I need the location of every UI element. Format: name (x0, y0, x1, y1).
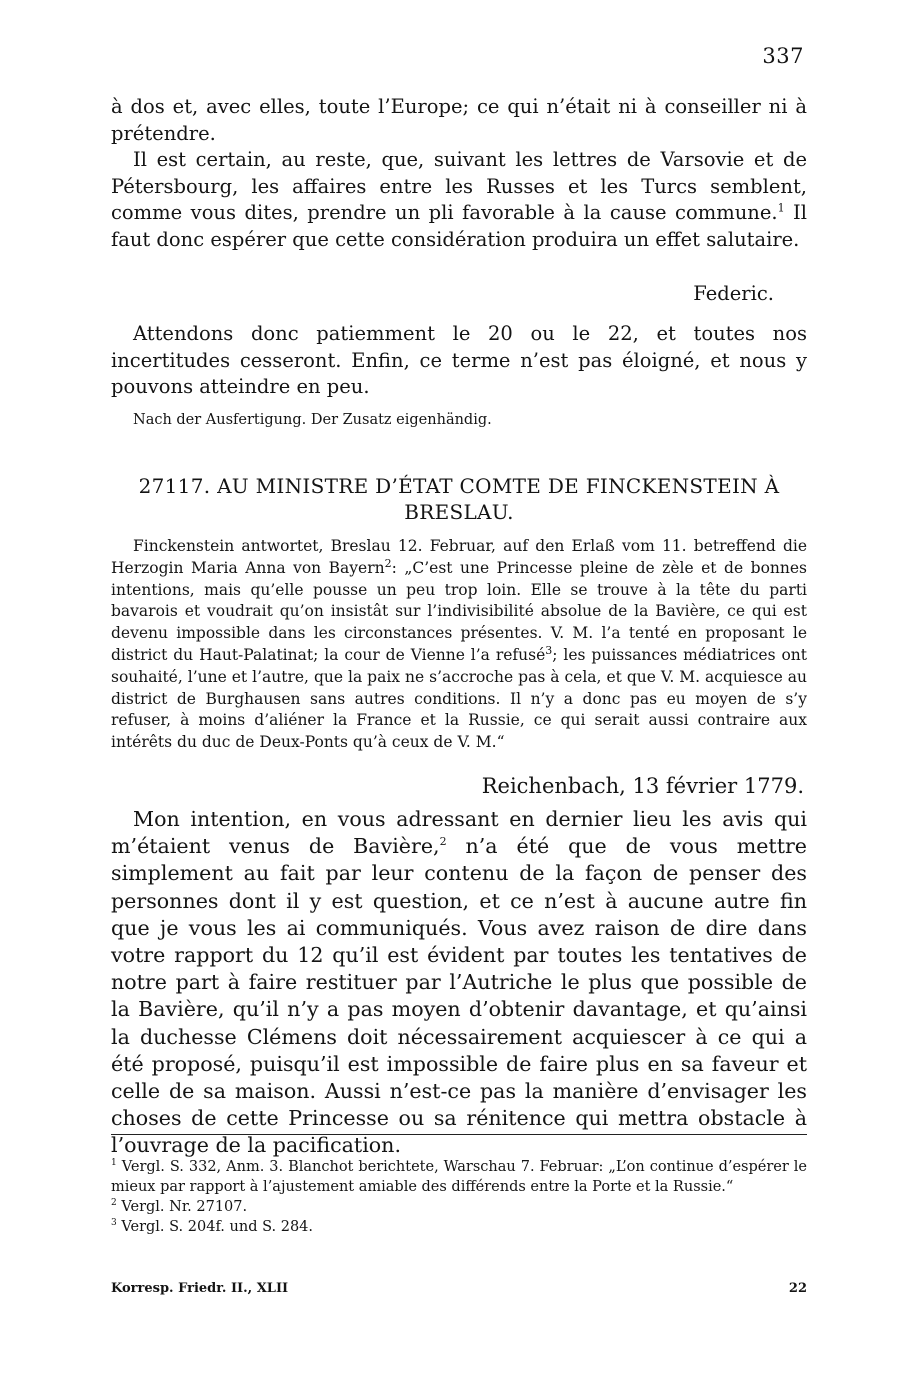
document-heading (111, 473, 807, 525)
signature-mark: Korresp. Friedr. II., XLII (111, 1281, 289, 1296)
paragraph: Il est certain, au reste, que, suivant les lettres de Varsovie et de Pétersbourg, les affaires entre les Russes et les Turcs semblent, comme vous dites, prendre un pli favorable à la cause commune.$^1$ Il faut donc espérer que cette considération produira un effet salutaire. (111, 148, 808, 251)
letter-closing-text (111, 94, 807, 253)
page-number: 337 (762, 44, 804, 68)
footnote-ref: 2 (384, 556, 392, 570)
source-note: Nach der Ausfertigung. Der Zusatz eigenhändig. (133, 412, 492, 428)
sheet-number: 22 (788, 1281, 807, 1296)
footnote-divider (111, 1134, 807, 1135)
postscript: Attendons donc patiemment le 20 ou le 22, et toutes nos incertitudes cesseront. Enfin, ce terme n’est pas éloigné, et nous y pouvons atteindre en peu. (111, 322, 807, 398)
footnotes (111, 1157, 807, 1237)
dateline: Reichenbach, 13 février 1779. (481, 774, 804, 798)
footnote-ref: 2 (439, 835, 447, 849)
letter-body: Mon intention, en vous adressant en dernier lieu les avis qui m’étaient venus de Bavière,$^2$ n’a été que de vous mettre simplement au fait par leur contenu de la façon de penser des personnes dont il y est question, et ce n’est à aucune autre fin que je vous les ai communiqués. Vous avez raison de dire dans votre rapport du 12 qu’il est évident par toutes les tentatives de notre part à faire restituer par l’Autriche le plus que possible de la Bavière, qu’il n’y a pas moyen d’obtenir davantage, et qu’ainsi la duchesse Clémens doit nécessairement acquiescer à ce qui a été proposé, puisqu’il est impossible de faire plus en sa faveur et celle de sa maison. Aussi n’est-ce pas la manière d’envisager les choses de cette Princesse ou sa rénitence qui mettra obstacle à l’ouvrage de la pacification. (111, 807, 807, 1158)
paragraph: à dos et, avec elles, toute l’Europe; ce qui n’était ni à conseiller ni à prétendre. (111, 95, 807, 145)
document-number: 27117. (138, 474, 211, 498)
summary-text: Finckenstein antwortet, Breslau 12. Februar, auf den Erlaß vom 11. betreffend die Herzogin Maria Anna von Bayern$^2$: „C’est une Princesse pleine de zèle et de bonnes intentions, mais qu’elle pousse un peu trop loin. Elle se trouve à la tête du parti bavarois et voudrait qu’on insistât sur l’indivisibilité absolue de la Bavière, ce qui est devenu impossible dans les circonstances présentes. V. M. l’a tenté en proposant le district du Haut-Palatinat; la cour de Vienne l’a refusé$^3$; les puissances médiatrices ont souhaité, l’une et l’autre, que la paix ne s’accroche pas à cela, et que V. M. acquiesce au district de Burghausen sans autres conditions. Il n’y a donc pas eu moyen de s’y refuser, à moins d’aliéner la France et la Russie, ce qui serait aussi contraire aux intérêts du duc de Deux-Ponts qu’à ceux de V. M.“ (111, 537, 807, 752)
footnote: $^2$ Vergl. Nr. 27107. (111, 1198, 248, 1215)
footnote-ref: 3 (545, 643, 553, 657)
signature: Federic. (693, 282, 774, 305)
footnote: $^1$ Vergl. S. 332, Anm. 3. Blanchot berichtete, Warschau 7. Februar: „L’on continue d’espérer le mieux par rapport à l’ajustement amiable des différends entre la Porte et la Russie.“ (111, 1158, 807, 1195)
document-title: AU MINISTRE D’ÉTAT COMTE DE FINCKENSTEIN À BRESLAU. (217, 474, 780, 524)
page-footer (111, 1281, 807, 1296)
footnote: $^3$ Vergl. S. 204f. und S. 284. (111, 1218, 314, 1235)
footnote-ref: 1 (777, 201, 785, 215)
